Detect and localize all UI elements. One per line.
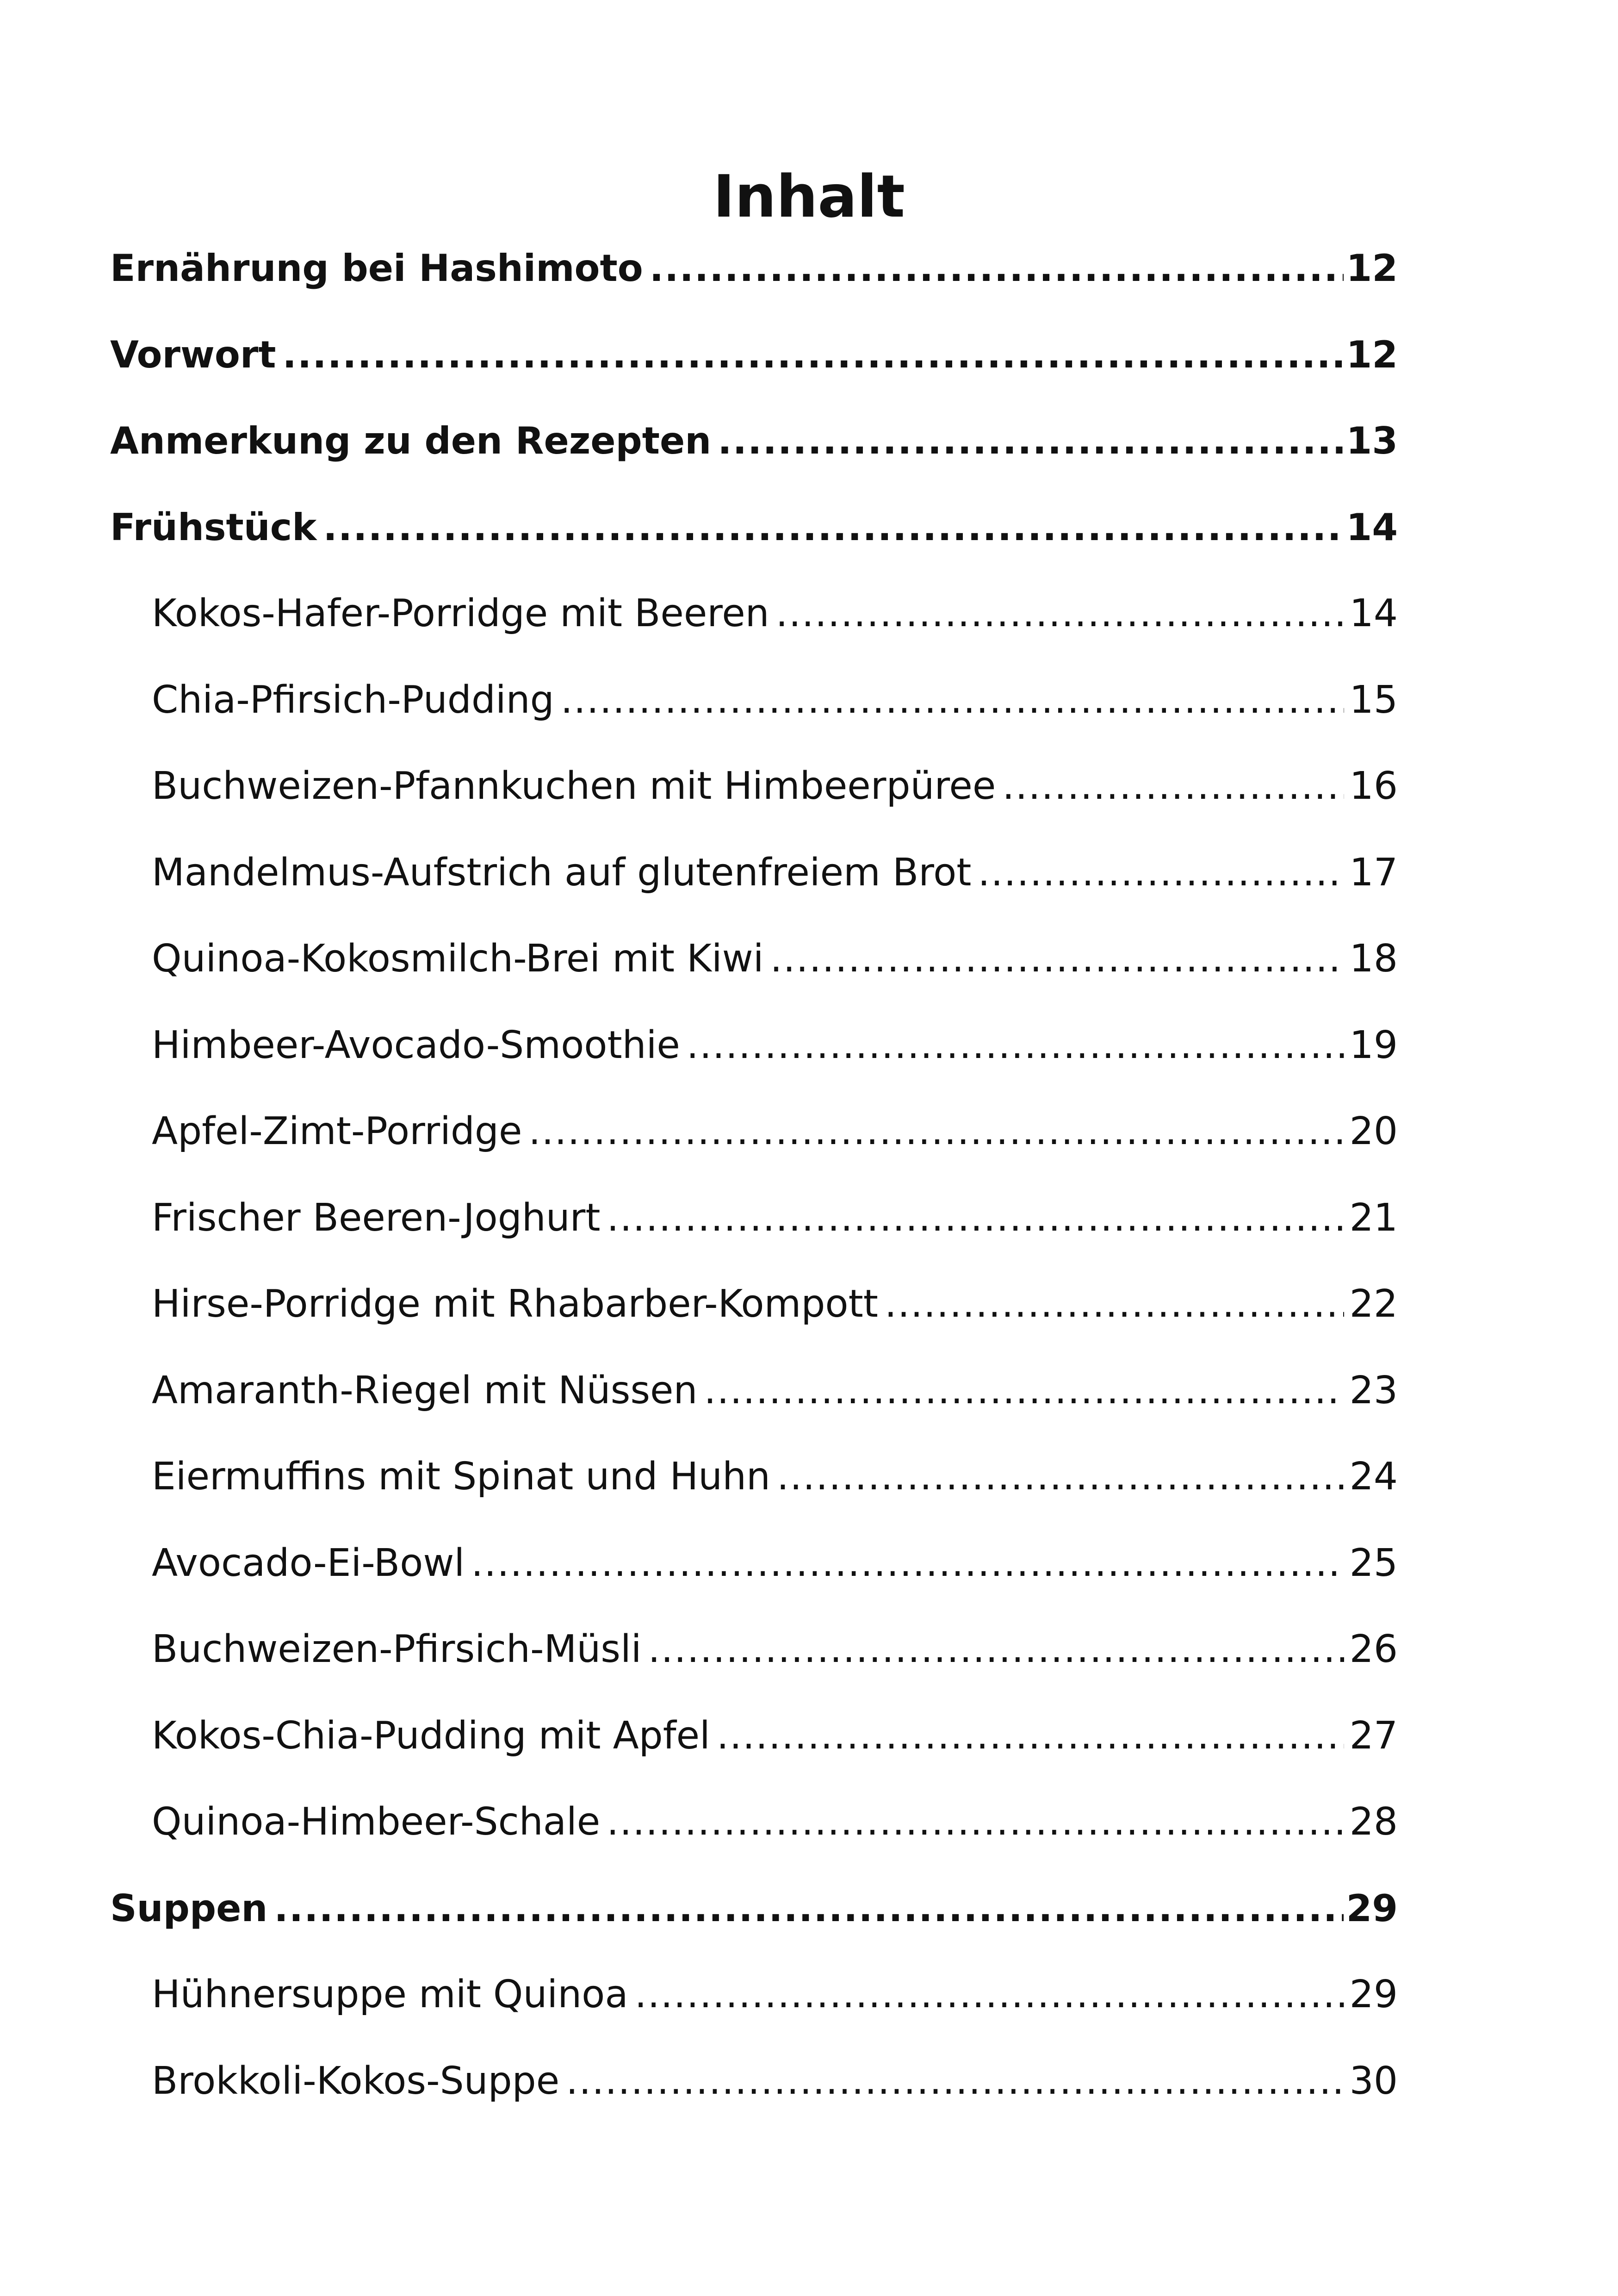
toc-page-number: 25 xyxy=(1349,1541,1398,1585)
toc-page-number: 28 xyxy=(1349,1800,1398,1844)
toc-entry-label: Mandelmus-Aufstrich auf glutenfreiem Brot xyxy=(152,850,972,895)
toc-dot-leader xyxy=(648,1622,1344,1677)
toc-entry-label: Brokkoli-Kokos-Suppe xyxy=(152,2059,560,2103)
toc-dot-leader xyxy=(777,1449,1344,1505)
toc-dot-leader xyxy=(274,1881,1343,1936)
toc-recipe-entry xyxy=(110,1363,1398,1450)
toc-page-number: 15 xyxy=(1349,678,1398,722)
toc-dot-leader xyxy=(885,1276,1344,1332)
toc-page-number: 29 xyxy=(1349,1972,1398,2016)
toc-dot-leader xyxy=(776,586,1344,641)
toc-entry-label: Frühstück xyxy=(110,505,317,549)
toc-chapter-entry xyxy=(110,1881,1398,1967)
toc-page-number: 27 xyxy=(1349,1713,1398,1758)
toc-dot-leader xyxy=(687,1018,1344,1073)
toc-entry-label: Chia-Pfirsich-Pudding xyxy=(152,678,554,722)
toc-page-number: 12 xyxy=(1346,247,1398,290)
toc-dot-leader xyxy=(566,2053,1344,2109)
toc-page-number: 21 xyxy=(1349,1195,1398,1240)
toc-recipe-entry xyxy=(110,1794,1398,1881)
toc-recipe-entry xyxy=(110,586,1398,672)
toc-recipe-entry xyxy=(110,845,1398,932)
toc-page-number: 30 xyxy=(1349,2059,1398,2103)
toc-dot-leader xyxy=(635,1967,1344,2022)
toc-entry-label: Himbeer-Avocado-Smoothie xyxy=(152,1023,680,1067)
toc-entry-label: Buchweizen-Pfirsich-Müsli xyxy=(152,1627,642,1671)
toc-entry-label: Quinoa-Kokosmilch-Brei mit Kiwi xyxy=(152,937,764,981)
toc-page-number: 17 xyxy=(1349,850,1398,895)
toc-recipe-entry xyxy=(110,1708,1398,1795)
toc-recipe-entry xyxy=(110,1449,1398,1536)
toc-page-number: 14 xyxy=(1346,505,1398,549)
toc-entry-label: Hirse-Porridge mit Rhabarber-Kompott xyxy=(152,1282,878,1326)
toc-recipe-entry xyxy=(110,1622,1398,1708)
toc-entry-label: Ernährung bei Hashimoto xyxy=(110,247,643,290)
toc-chapter-entry xyxy=(110,241,1398,327)
toc-dot-leader xyxy=(650,241,1344,296)
toc-entry-label: Apfel-Zimt-Porridge xyxy=(152,1109,522,1153)
toc-page-number: 20 xyxy=(1349,1109,1398,1153)
toc-dot-leader xyxy=(770,931,1345,987)
page-title: Inhalt xyxy=(713,162,905,230)
toc-entry-label: Kokos-Chia-Pudding mit Apfel xyxy=(152,1713,710,1758)
toc-page-number: 13 xyxy=(1346,419,1398,462)
toc-entry-label: Quinoa-Himbeer-Schale xyxy=(152,1800,601,1844)
table-of-contents xyxy=(110,241,1398,2140)
toc-recipe-entry xyxy=(110,1104,1398,1190)
toc-recipe-entry xyxy=(110,931,1398,1018)
toc-page-number: 18 xyxy=(1349,937,1398,981)
toc-dot-leader xyxy=(704,1363,1344,1419)
toc-entry-label: Anmerkung zu den Rezepten xyxy=(110,419,712,462)
toc-page-number: 19 xyxy=(1349,1023,1398,1067)
toc-dot-leader xyxy=(561,672,1344,728)
toc-chapter-entry xyxy=(110,413,1398,500)
toc-entry-label: Frischer Beeren-Joghurt xyxy=(152,1195,601,1240)
toc-recipe-entry xyxy=(110,1190,1398,1277)
toc-dot-leader xyxy=(607,1190,1344,1246)
toc-dot-leader xyxy=(323,500,1343,555)
toc-page-number: 22 xyxy=(1349,1282,1398,1326)
toc-dot-leader xyxy=(718,413,1343,469)
toc-recipe-entry xyxy=(110,1536,1398,1622)
toc-page-number: 26 xyxy=(1349,1627,1398,1671)
toc-entry-label: Amaranth-Riegel mit Nüssen xyxy=(152,1368,698,1412)
toc-recipe-entry xyxy=(110,1018,1398,1104)
toc-page-number: 12 xyxy=(1346,333,1398,376)
toc-dot-leader xyxy=(717,1708,1344,1764)
toc-entry-label: Hühnersuppe mit Quinoa xyxy=(152,1972,628,2016)
toc-entry-label: Vorwort xyxy=(110,333,276,376)
toc-entry-label: Buchweizen-Pfannkuchen mit Himbeerpüree xyxy=(152,764,996,808)
toc-recipe-entry xyxy=(110,2053,1398,2140)
toc-chapter-entry xyxy=(110,327,1398,414)
toc-entry-label: Kokos-Hafer-Porridge mit Beeren xyxy=(152,591,769,635)
toc-recipe-entry xyxy=(110,759,1398,845)
toc-page-number: 16 xyxy=(1349,764,1398,808)
toc-recipe-entry xyxy=(110,1967,1398,2053)
toc-page-number: 29 xyxy=(1346,1886,1398,1930)
toc-recipe-entry xyxy=(110,1276,1398,1363)
toc-dot-leader xyxy=(283,327,1344,383)
toc-entry-label: Eiermuffins mit Spinat und Huhn xyxy=(152,1455,771,1499)
toc-dot-leader xyxy=(607,1794,1344,1850)
toc-chapter-entry xyxy=(110,500,1398,586)
toc-recipe-entry xyxy=(110,672,1398,759)
toc-entry-label: Suppen xyxy=(110,1886,268,1930)
toc-dot-leader xyxy=(471,1536,1344,1591)
toc-page-number: 24 xyxy=(1349,1455,1398,1499)
toc-entry-label: Avocado-Ei-Bowl xyxy=(152,1541,465,1585)
toc-dot-leader xyxy=(528,1104,1344,1159)
toc-dot-leader xyxy=(978,845,1344,901)
toc-page-number: 14 xyxy=(1349,591,1398,635)
toc-page-number: 23 xyxy=(1349,1368,1398,1412)
toc-dot-leader xyxy=(1002,759,1344,814)
